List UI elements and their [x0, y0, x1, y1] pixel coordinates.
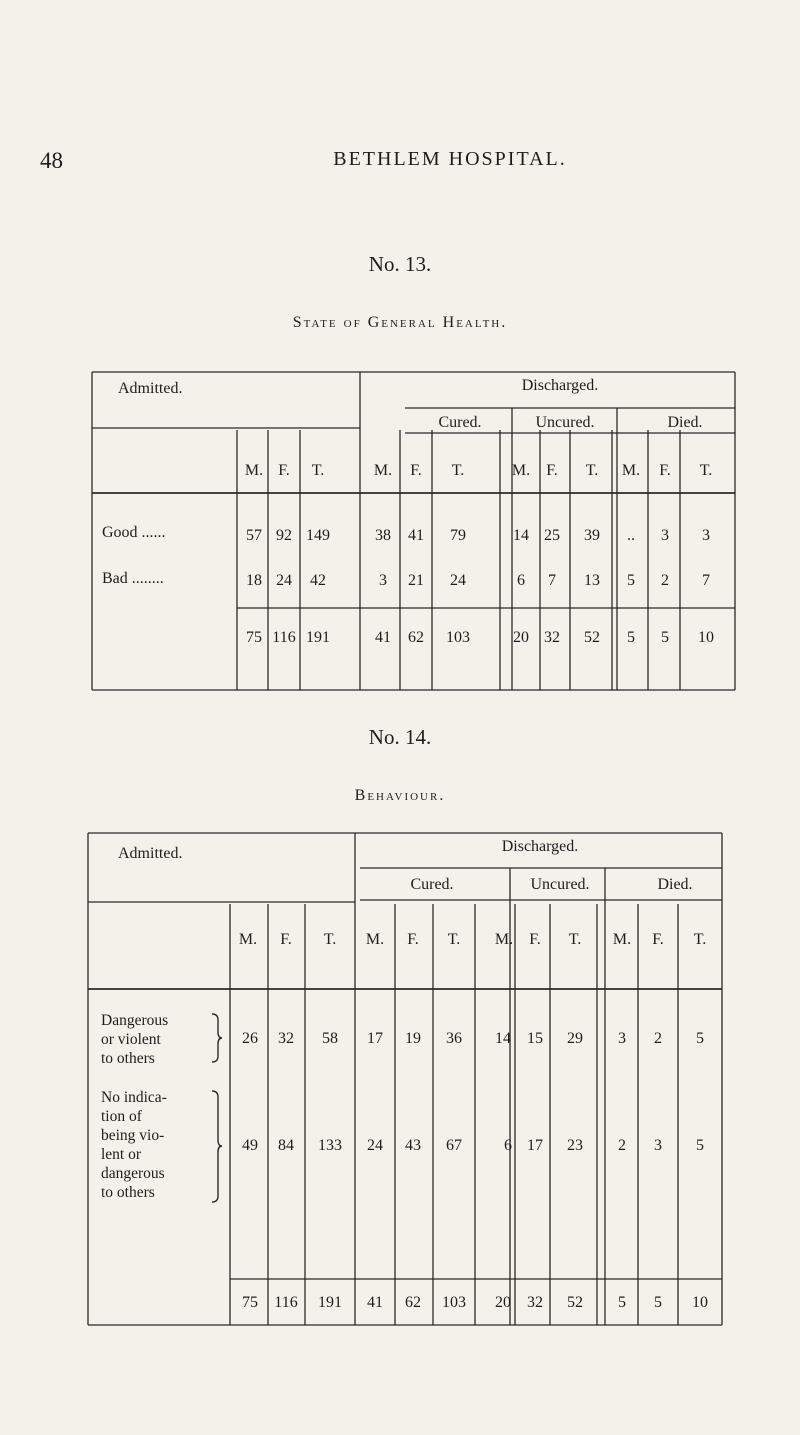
- col-t: T.: [585, 462, 599, 479]
- col-f: F.: [410, 462, 422, 479]
- col-m: M.: [365, 931, 385, 948]
- table-cell: 17: [367, 1030, 383, 1047]
- table-cell: 32: [527, 1294, 543, 1311]
- table-cell: 32: [278, 1030, 294, 1047]
- table-cell: 7: [702, 572, 710, 589]
- table-cell: 5: [654, 1294, 662, 1311]
- table-cell: 6: [504, 1137, 512, 1154]
- table-13-row-label: Bad ........: [102, 570, 164, 587]
- table-14-number: No. 14.: [368, 725, 432, 749]
- col-f: F.: [280, 931, 292, 948]
- table-13-row-label: Good ......: [102, 524, 166, 541]
- table-cell: 38: [375, 527, 391, 544]
- col-f: F.: [407, 931, 419, 948]
- table-cell: 75: [242, 1294, 258, 1311]
- table-cell: 41: [375, 629, 391, 646]
- table-cell: 15: [527, 1030, 543, 1047]
- table-14-died-label: Died.: [657, 876, 693, 893]
- col-f: F.: [659, 462, 671, 479]
- table-cell: 25: [544, 527, 560, 544]
- table-cell: 21: [408, 572, 424, 589]
- col-t: T.: [447, 931, 461, 948]
- table-cell: 10: [692, 1294, 708, 1311]
- table-cell: 14: [513, 527, 529, 544]
- table-cell: 5: [661, 629, 669, 646]
- table-cell: 5: [618, 1294, 626, 1311]
- table-cell: 116: [272, 629, 296, 646]
- table-cell: 29: [567, 1030, 583, 1047]
- table-cell: 52: [567, 1294, 583, 1311]
- table-cell: 103: [442, 1294, 466, 1311]
- row-label-line: to others: [101, 1050, 155, 1067]
- table-13-died-label: Died.: [667, 414, 703, 431]
- table-cell: 5: [627, 629, 635, 646]
- table-cell: 3: [618, 1030, 626, 1047]
- running-head: BETHLEM HOSPITAL.: [333, 148, 567, 170]
- col-t: T.: [699, 462, 713, 479]
- col-f: F.: [546, 462, 558, 479]
- row-label-line: Dangerous: [101, 1012, 169, 1029]
- row-label-line: dangerous: [101, 1165, 165, 1182]
- row-label-line: tion of: [101, 1108, 142, 1125]
- table-14-row-label: [101, 1088, 167, 1202]
- table-13-discharged-label: Discharged.: [521, 377, 599, 394]
- col-m: M.: [612, 931, 632, 948]
- table-cell: 32: [544, 629, 560, 646]
- col-t: T.: [451, 462, 465, 479]
- table-13-admitted-label: Admitted.: [118, 380, 183, 397]
- table-cell: 3: [379, 572, 387, 589]
- table-cell: 24: [276, 572, 292, 589]
- col-t: T.: [568, 931, 582, 948]
- table-cell: 103: [446, 629, 470, 646]
- table-cell: 67: [446, 1137, 462, 1154]
- table-cell: 191: [318, 1294, 342, 1311]
- table-cell: 79: [450, 527, 466, 544]
- col-f: F.: [278, 462, 290, 479]
- table-cell: 92: [276, 527, 292, 544]
- table-cell: 5: [696, 1137, 704, 1154]
- table-14-admitted-label: Admitted.: [118, 845, 183, 862]
- row-label-line: lent or: [101, 1146, 142, 1163]
- table-13-cured-label: Cured.: [438, 414, 482, 431]
- table-cell: 84: [278, 1137, 294, 1154]
- table-14-discharged-label: Discharged.: [501, 838, 579, 855]
- col-f: F.: [652, 931, 664, 948]
- table-cell: 7: [548, 572, 556, 589]
- table-cell: 20: [495, 1294, 511, 1311]
- table-cell: 41: [367, 1294, 383, 1311]
- table-cell: 3: [702, 527, 710, 544]
- table-cell: 43: [405, 1137, 421, 1154]
- table-13-title: State of General Health.: [292, 314, 508, 331]
- row-label-line: to others: [101, 1184, 155, 1201]
- table-cell: 6: [517, 572, 525, 589]
- table-cell: 75: [246, 629, 262, 646]
- table-cell: 42: [310, 572, 326, 589]
- table-cell: 5: [627, 572, 635, 589]
- table-cell: 5: [696, 1030, 704, 1047]
- table-cell: 18: [246, 572, 262, 589]
- row-label-line: No indica-: [101, 1089, 167, 1106]
- table-cell: 191: [306, 629, 330, 646]
- table-13-number: No. 13.: [368, 252, 432, 276]
- table-cell: 52: [584, 629, 600, 646]
- table-cell: 24: [450, 572, 466, 589]
- page-number: 48: [40, 148, 63, 173]
- table-cell: 3: [654, 1137, 662, 1154]
- col-f: F.: [529, 931, 541, 948]
- table-cell: 149: [306, 527, 330, 544]
- table-cell: 17: [527, 1137, 543, 1154]
- table-cell: 62: [405, 1294, 421, 1311]
- col-t: T.: [311, 462, 325, 479]
- table-14-uncured-label: Uncured.: [530, 876, 590, 893]
- table-cell: 2: [654, 1030, 662, 1047]
- col-m: M.: [373, 462, 393, 479]
- row-label-line: being vio-: [101, 1127, 165, 1144]
- table-cell: 133: [318, 1137, 342, 1154]
- table-cell: 49: [242, 1137, 258, 1154]
- table-cell: 23: [567, 1137, 583, 1154]
- table-cell: 13: [584, 572, 600, 589]
- col-m: M.: [238, 931, 258, 948]
- table-cell: 10: [698, 629, 714, 646]
- table-cell: 116: [274, 1294, 298, 1311]
- table-14-title: Behaviour.: [354, 787, 446, 804]
- row-label-line: or violent: [101, 1031, 161, 1048]
- table-cell: 14: [495, 1030, 511, 1047]
- table-cell: 36: [446, 1030, 462, 1047]
- table-cell: 3: [661, 527, 669, 544]
- table-cell: ..: [627, 527, 635, 544]
- table-cell: 2: [618, 1137, 626, 1154]
- table-cell: 19: [405, 1030, 421, 1047]
- table-cell: 24: [367, 1137, 383, 1154]
- table-cell: 26: [242, 1030, 258, 1047]
- col-m: M.: [494, 931, 514, 948]
- table-cell: 58: [322, 1030, 338, 1047]
- col-m: M.: [244, 462, 264, 479]
- col-m: M.: [511, 462, 531, 479]
- table-cell: 20: [513, 629, 529, 646]
- col-m: M.: [621, 462, 641, 479]
- table-13-uncured-label: Uncured.: [535, 414, 595, 431]
- table-14-row-label: [101, 1011, 168, 1068]
- table-cell: 2: [661, 572, 669, 589]
- table-cell: 57: [246, 527, 262, 544]
- col-t: T.: [323, 931, 337, 948]
- table-14-cured-label: Cured.: [410, 876, 454, 893]
- table-cell: 39: [584, 527, 600, 544]
- col-t: T.: [693, 931, 707, 948]
- table-cell: 41: [408, 527, 424, 544]
- table-cell: 62: [408, 629, 424, 646]
